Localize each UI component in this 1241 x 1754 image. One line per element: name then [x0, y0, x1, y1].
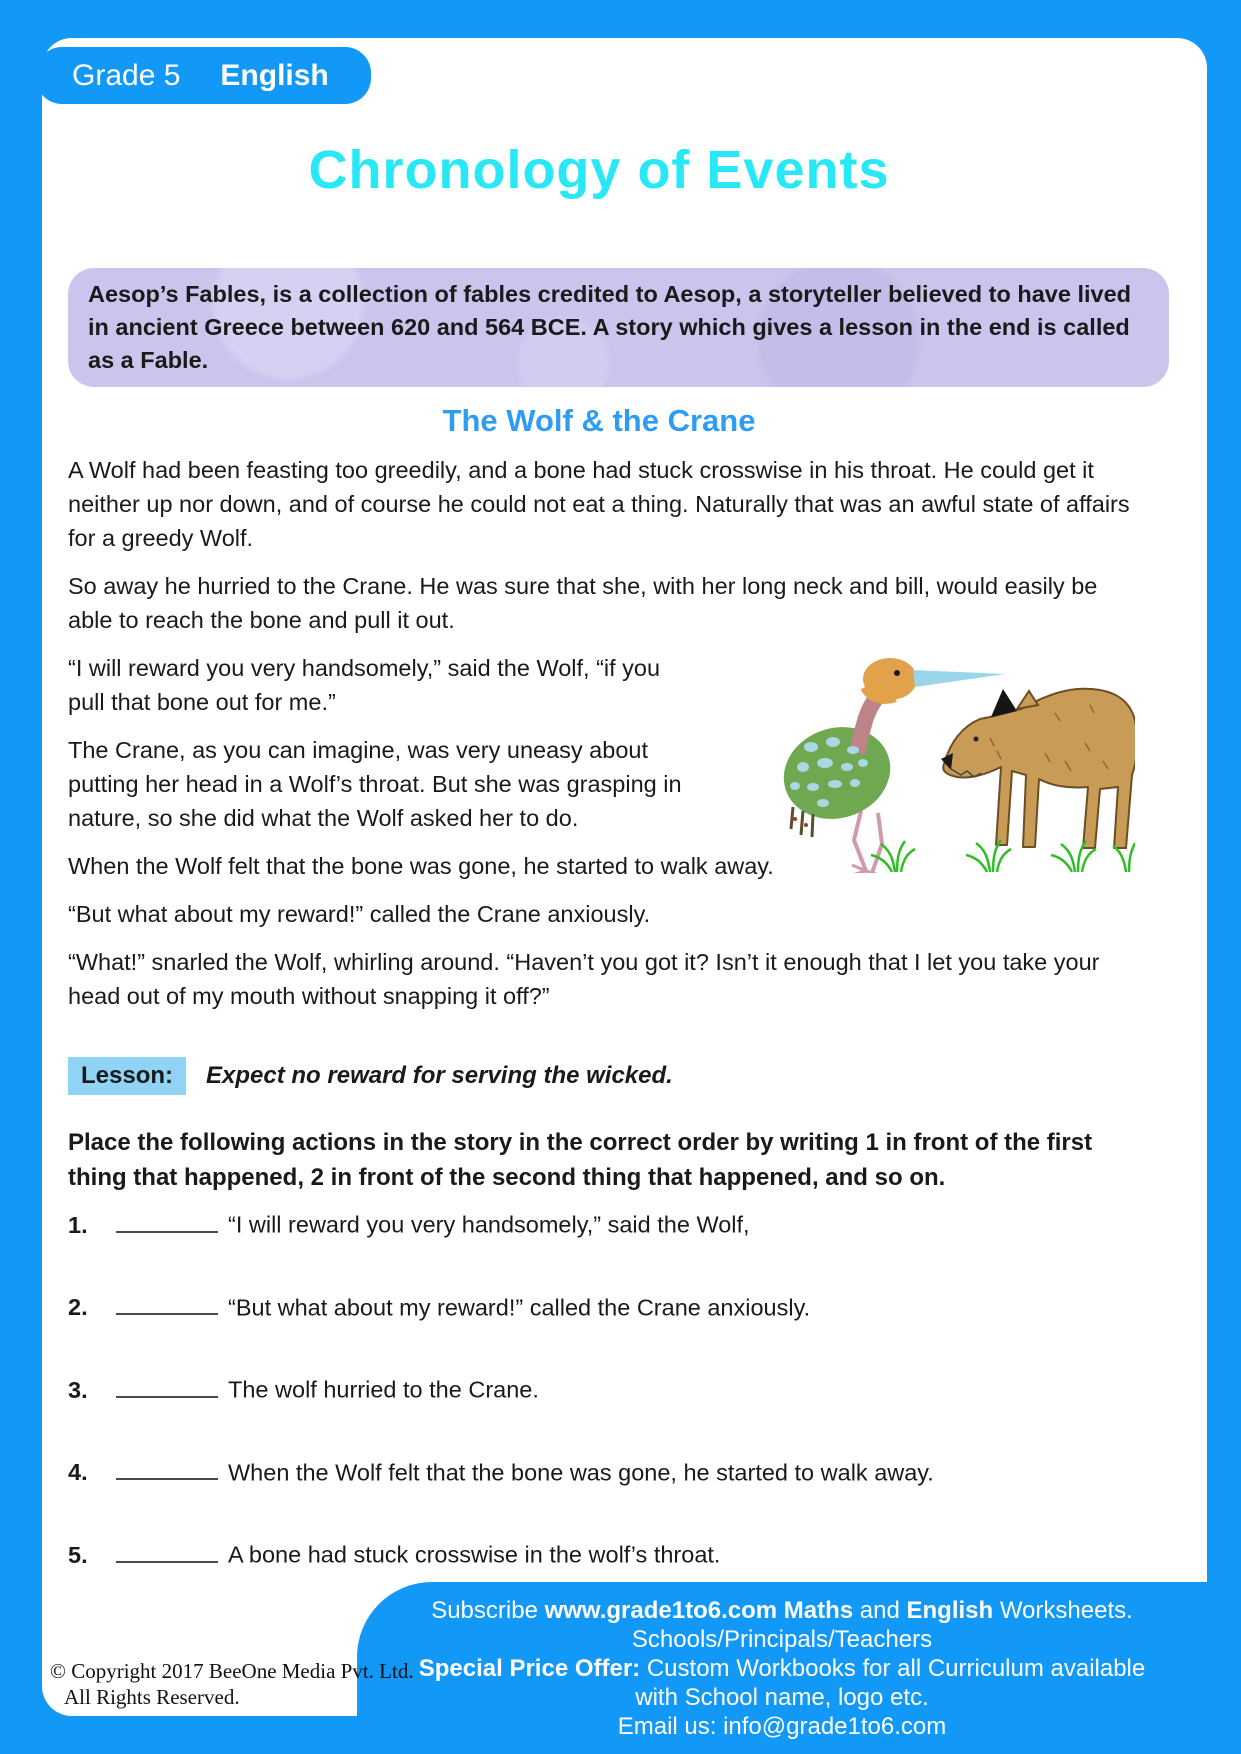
lesson-text: Expect no reward for serving the wicked. — [206, 1062, 673, 1089]
footer-site-link[interactable]: www.grade1to6.com Maths — [544, 1596, 854, 1624]
story-paragraph: “But what about my reward!” called the Crane anxiously. — [68, 901, 651, 927]
item-number: 1. — [68, 1211, 88, 1238]
item-number: 3. — [68, 1376, 88, 1403]
item-number: 4. — [68, 1459, 88, 1485]
footer-email-line[interactable]: Email us: info@grade1to6.com — [617, 1712, 947, 1740]
page-title: Chronology of Events — [308, 140, 890, 200]
wolf-icon — [941, 689, 1135, 848]
lesson-label: Lesson: — [68, 1057, 186, 1095]
wolf-and-crane-illustration — [745, 643, 1135, 873]
footer-text-segment: English — [906, 1596, 994, 1624]
copyright-line: All Rights Reserved. — [64, 1685, 240, 1709]
exercise-instruction: Place the following actions in the story in the correct order by writing 1 in front of the first thing that happened, 2 in front of the second thing that happened, and so on. — [68, 1129, 1093, 1191]
exercise-item — [68, 1207, 1130, 1242]
footer-line: with School name, logo etc. — [635, 1683, 929, 1711]
subject-label: English — [220, 58, 329, 92]
footer — [357, 1582, 1241, 1754]
answer-blank[interactable] — [116, 1372, 218, 1398]
story-body — [68, 453, 1130, 1013]
footer-line: Schools/Principals/Teachers — [631, 1625, 933, 1653]
footer-offer-line — [419, 1654, 1146, 1683]
exercise-item — [68, 1537, 1130, 1572]
item-text: A bone had stuck crosswise in the wolf’s throat. — [228, 1541, 721, 1568]
footer-text-segment: Custom Workbooks for all Curriculum available — [640, 1654, 1146, 1682]
copyright-notice — [50, 1658, 414, 1710]
exercise-items — [68, 1207, 1130, 1572]
answer-blank[interactable] — [116, 1207, 218, 1233]
story-heading: The Wolf & the Crane — [442, 403, 756, 438]
item-text: “I will reward you very handsomely,” said the Wolf, — [228, 1211, 750, 1238]
story-paragraph: “I will reward you very handsomely,” said the Wolf, “if you pull that bone out for me.” — [68, 655, 661, 715]
footer-text-segment: and — [853, 1596, 907, 1624]
item-number: 5. — [68, 1541, 88, 1568]
lesson-row — [68, 1057, 1130, 1095]
answer-blank[interactable] — [116, 1290, 218, 1316]
story-paragraph: A Wolf had been feasting too greedily, and a bone had stuck crosswise in his throat. He could get it neither up nor down, and of course he could not eat a thing. Naturally that was an awful state of affairs for a greedy Wolf. — [68, 457, 1130, 551]
item-text: “But what about my reward!” called the Crane anxiously. — [228, 1294, 811, 1320]
footer-text-segment: Subscribe — [431, 1596, 545, 1624]
worksheet-content — [68, 403, 1130, 1572]
footer-text-segment: Worksheets. — [993, 1596, 1133, 1624]
grade-label: Grade 5 — [72, 58, 181, 92]
footer-text-segment: Special Price Offer: — [418, 1654, 641, 1682]
footer-text — [419, 1596, 1180, 1741]
story-paragraph: So away he hurried to the Crane. He was sure that she, with her long neck and bill, would easily be able to reach the bone and pull it out. — [68, 573, 1098, 633]
copyright-line: © Copyright 2017 BeeOne Media Pvt. Ltd. — [50, 1659, 414, 1683]
exercise-item — [68, 1372, 1130, 1407]
answer-blank[interactable] — [116, 1537, 218, 1563]
story-paragraph: “What!” snarled the Wolf, whirling around. “Haven’t you got it? Isn’t it enough that I let you take your head out of my mouth without snapping it off?” — [68, 949, 1100, 1009]
intro-note: Aesop’s Fables, is a collection of fables credited to Aesop, a storyteller believed to have lived in ancient Greece between 620 and 564 BCE. A story which gives a lesson in the end is called as a Fable. — [68, 268, 1169, 387]
exercise-item — [68, 1290, 1130, 1325]
grade-subject-badge — [36, 47, 371, 104]
worksheet-page — [42, 38, 1207, 1716]
answer-blank[interactable] — [116, 1455, 218, 1481]
story-paragraph: The Crane, as you can imagine, was very uneasy about putting her head in a Wolf’s throat. But she was grasping in nature, so she did what the Wolf asked her to do. — [68, 737, 682, 831]
story-paragraph: When the Wolf felt that the bone was gone, he started to walk away. — [68, 853, 774, 879]
exercise-item — [68, 1455, 1130, 1490]
footer-subscribe-line — [419, 1596, 1146, 1625]
item-text: The wolf hurried to the Crane. — [228, 1376, 539, 1403]
item-number: 2. — [68, 1294, 88, 1320]
item-text: When the Wolf felt that the bone was gone, he started to walk away. — [228, 1459, 934, 1485]
